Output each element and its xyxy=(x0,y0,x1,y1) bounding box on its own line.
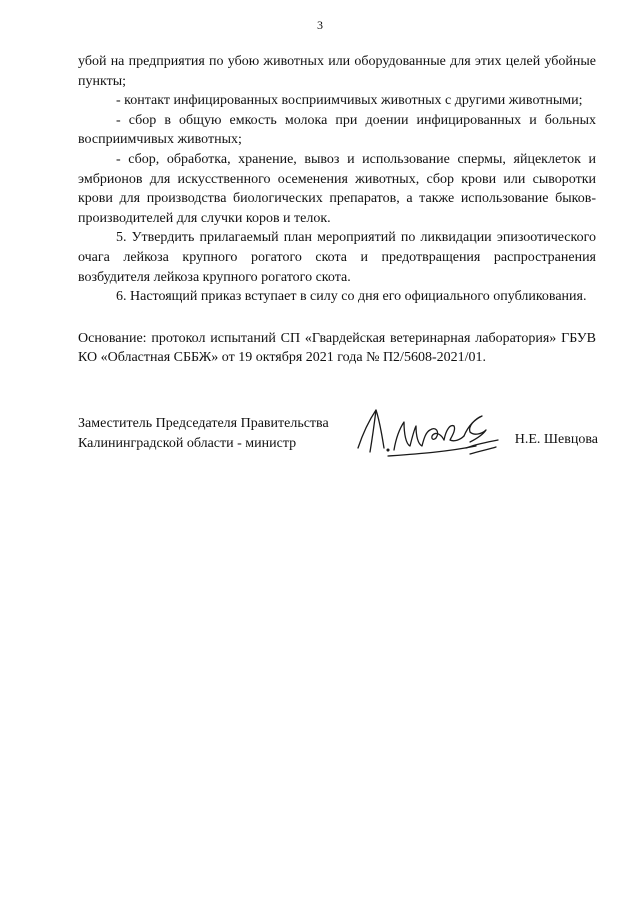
handwritten-signature xyxy=(346,396,506,466)
paragraph-item-6: 6. Настоящий приказ вступает в силу со дня его официального опубликования. xyxy=(116,289,587,305)
paragraph-slaughter: убой на предприятия по убою животных или оборудованные для этих целей убойные пункты; xyxy=(78,54,596,89)
document-body xyxy=(78,52,596,368)
paragraph-sperm: - сбор, обработка, хранение, вывоз и использование спермы, яйцеклеток и эмбрионов для искусственного осеменения животных, сбор крови или сыворотки крови для производства биологических препаратов, а также использование быков-производителей для случки коров и телок. xyxy=(78,151,596,226)
signer-position xyxy=(78,414,329,453)
position-line-2: Калининградской области - министр xyxy=(78,435,297,451)
paragraph-contact: - контакт инфицированных восприимчивых животных с другими животными; xyxy=(116,93,583,109)
signer-name: Н.Е. Шевцова xyxy=(514,432,598,447)
signature-block xyxy=(78,414,598,474)
basis-paragraph: Основание: протокол испытаний СП «Гвардейская ветеринарная лаборатория» ГБУВ КО «Областная СББЖ» от 19 октября 2021 года № П2/5608-2021/01. xyxy=(78,330,596,366)
paragraph-milk: - сбор в общую емкость молока при доении инфицированных и больных восприимчивых животных; xyxy=(78,112,596,148)
page-number: 3 xyxy=(317,18,323,32)
position-line-1: Заместитель Председателя Правительства xyxy=(78,416,329,431)
paragraph-item-5: 5. Утвердить прилагаемый план мероприятий по ликвидации эпизоотического очага лейкоза крупного рогатого скота и предотвращения распространения возбудителя лейкоза крупного рогатого скота. xyxy=(78,230,596,285)
